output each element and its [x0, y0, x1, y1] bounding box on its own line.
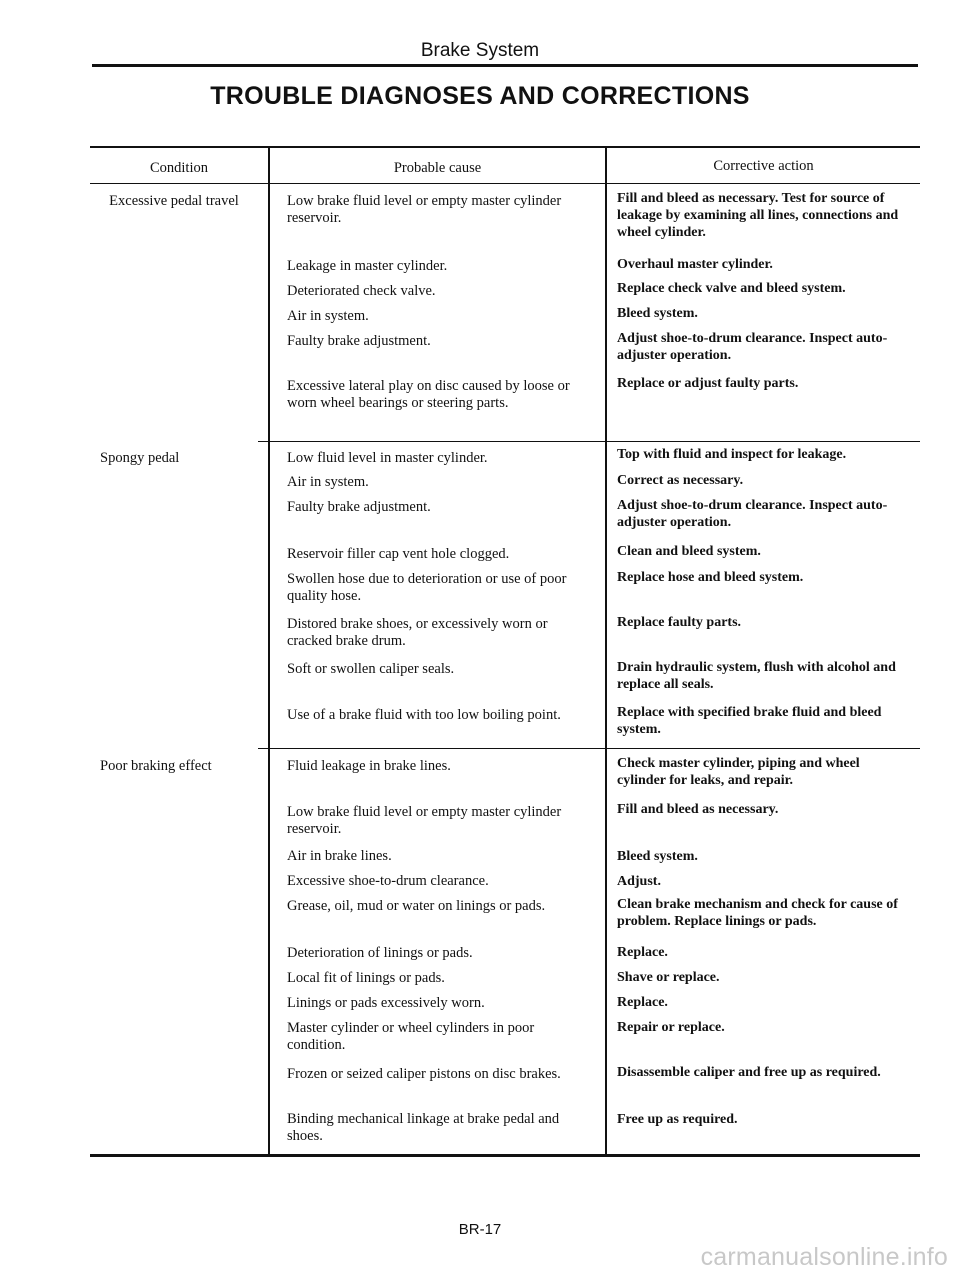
table-bottom-rule	[90, 1154, 920, 1157]
action-text: Bleed system.	[617, 849, 698, 864]
action-text: Repair or replace.	[617, 1020, 725, 1035]
watermark: carmanualsonline.info	[700, 1243, 948, 1271]
cause-text: Deterioration of linings or pads.	[287, 945, 473, 961]
column-divider-2	[605, 146, 607, 1156]
cause-text: Soft or swollen caliper seals.	[287, 661, 455, 677]
action-text: Top with fluid and inspect for leakage.	[617, 447, 847, 462]
header-bottom-rule	[90, 183, 920, 184]
page-header: Brake System	[420, 40, 540, 61]
action-text: Replace with specified brake fluid and bleed system.	[617, 705, 882, 737]
action-text: Free up as required.	[617, 1112, 738, 1127]
cause-text: Air in system.	[287, 474, 369, 490]
column-divider-1	[268, 146, 270, 1156]
action-text: Drain hydraulic system, flush with alcohol and replace all seals.	[617, 660, 896, 692]
page-title: TROUBLE DIAGNOSES AND CORRECTIONS	[210, 82, 750, 110]
action-text: Adjust.	[617, 874, 661, 889]
cause-text: Leakage in master cylinder.	[287, 258, 448, 274]
action-text: Replace.	[617, 945, 668, 960]
cause-text: Excessive lateral play on disc caused by loose or worn wheel bearings or steering parts.	[287, 378, 570, 411]
cause-text: Deteriorated check valve.	[287, 283, 436, 299]
action-text: Fill and bleed as necessary.	[617, 802, 779, 817]
column-header-condition: Condition	[149, 160, 208, 176]
action-text: Adjust shoe-to-drum clearance. Inspect auto-adjuster operation.	[617, 331, 888, 363]
section-rule-2	[258, 748, 920, 749]
action-text: Replace.	[617, 995, 668, 1010]
section-rule-1	[258, 441, 920, 442]
action-text: Overhaul master cylinder.	[617, 257, 773, 272]
cause-text: Air in brake lines.	[287, 848, 392, 864]
action-text: Replace or adjust faulty parts.	[617, 376, 799, 391]
action-text: Correct as necessary.	[617, 473, 744, 488]
cause-text: Local fit of linings or pads.	[287, 970, 445, 986]
cause-text: Binding mechanical linkage at brake pedal and shoes.	[287, 1111, 560, 1144]
header-rule	[92, 64, 918, 67]
action-text: Check master cylinder, piping and wheel cylinder for leaks, and repair.	[617, 756, 860, 788]
cause-text: Air in system.	[287, 308, 369, 324]
cause-text: Linings or pads excessively worn.	[287, 995, 485, 1011]
action-text: Disassemble caliper and free up as required.	[617, 1065, 881, 1080]
cause-text: Use of a brake fluid with too low boiling point.	[287, 707, 561, 723]
condition-label: Excessive pedal travel	[109, 193, 239, 209]
cause-text: Fluid leakage in brake lines.	[287, 758, 451, 774]
cause-text: Excessive shoe-to-drum clearance.	[287, 873, 489, 889]
cause-text: Low brake fluid level or empty master cylinder reservoir.	[287, 804, 562, 837]
cause-text: Reservoir filler cap vent hole clogged.	[287, 546, 510, 562]
cause-text: Master cylinder or wheel cylinders in poor condition.	[287, 1020, 535, 1053]
column-header-cause: Probable cause	[393, 160, 482, 176]
column-header-action: Corrective action	[713, 158, 814, 174]
action-text: Bleed system.	[617, 306, 698, 321]
cause-text: Low brake fluid level or empty master cylinder reservoir.	[287, 193, 562, 226]
action-text: Shave or replace.	[617, 970, 720, 985]
cause-text: Faulty brake adjustment.	[287, 333, 431, 349]
cause-text: Grease, oil, mud or water on linings or pads.	[287, 898, 546, 914]
action-text: Replace hose and bleed system.	[617, 570, 804, 585]
condition-label: Spongy pedal	[100, 450, 180, 466]
cause-text: Frozen or seized caliper pistons on disc brakes.	[287, 1066, 561, 1082]
action-text: Replace faulty parts.	[617, 615, 742, 630]
action-text: Adjust shoe-to-drum clearance. Inspect auto-adjuster operation.	[617, 498, 888, 530]
action-text: Clean and bleed system.	[617, 544, 761, 559]
condition-label: Poor braking effect	[100, 758, 212, 774]
cause-text: Low fluid level in master cylinder.	[287, 450, 488, 466]
cause-text: Faulty brake adjustment.	[287, 499, 431, 515]
page-number: BR-17	[458, 1221, 502, 1238]
table-top-rule	[90, 146, 920, 148]
cause-text: Distored brake shoes, or excessively worn or cracked brake drum.	[287, 616, 548, 649]
action-text: Fill and bleed as necessary. Test for source of leakage by examining all lines, connections and wheel cylinder.	[617, 191, 899, 240]
action-text: Replace check valve and bleed system.	[617, 281, 846, 296]
action-text: Clean brake mechanism and check for cause of problem. Replace linings or pads.	[617, 897, 898, 929]
cause-text: Swollen hose due to deterioration or use of poor quality hose.	[287, 571, 567, 604]
